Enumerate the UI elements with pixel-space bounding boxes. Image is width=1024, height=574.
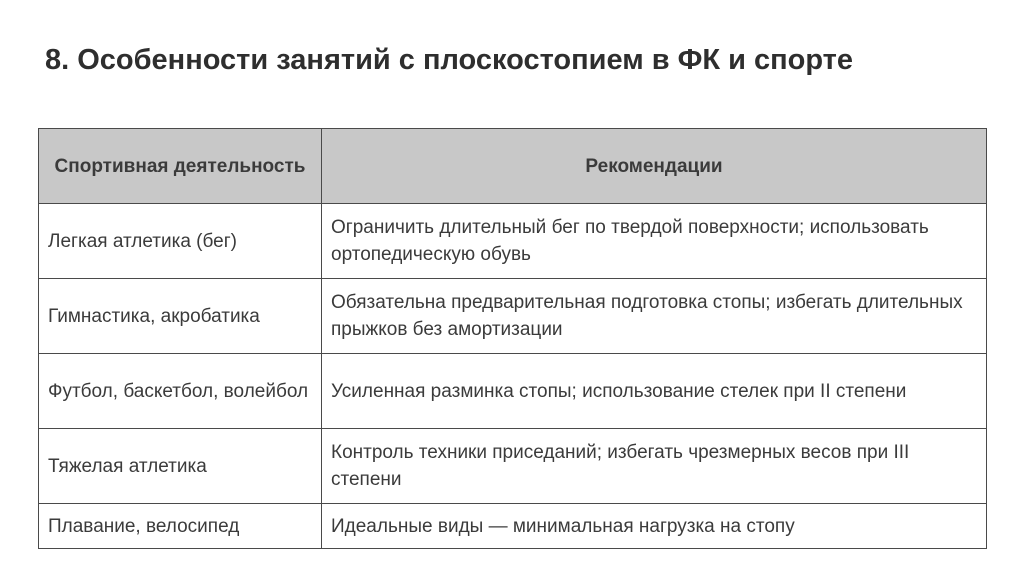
recommendation-cell: Контроль техники приседаний; избегать чрезмерных весов при III степени bbox=[322, 429, 987, 504]
table-row bbox=[39, 504, 987, 549]
activity-cell: Гимнастика, акробатика bbox=[39, 279, 322, 354]
table-header-row bbox=[39, 129, 987, 204]
activity-cell: Тяжелая атлетика bbox=[39, 429, 322, 504]
table-row bbox=[39, 204, 987, 279]
recommendation-cell: Обязательна предварительная подготовка стопы; избегать длительных прыжков без амортизации bbox=[322, 279, 987, 354]
activity-cell: Плавание, велосипед bbox=[39, 504, 322, 549]
activity-cell: Футбол, баскетбол, волейбол bbox=[39, 354, 322, 429]
header-activity: Спортивная деятельность bbox=[39, 129, 322, 204]
recommendations-table bbox=[38, 128, 987, 549]
header-recommendation: Рекомендации bbox=[322, 129, 987, 204]
table-row bbox=[39, 354, 987, 429]
table-row bbox=[39, 279, 987, 354]
recommendation-cell: Идеальные виды — минимальная нагрузка на стопу bbox=[322, 504, 987, 549]
activity-cell: Легкая атлетика (бег) bbox=[39, 204, 322, 279]
table-row bbox=[39, 429, 987, 504]
recommendation-cell: Ограничить длительный бег по твердой поверхности; использовать ортопедическую обувь bbox=[322, 204, 987, 279]
slide-title: 8. Особенности занятий с плоскостопием в ФК и спорте bbox=[45, 44, 854, 76]
recommendation-cell: Усиленная разминка стопы; использование стелек при II степени bbox=[322, 354, 987, 429]
